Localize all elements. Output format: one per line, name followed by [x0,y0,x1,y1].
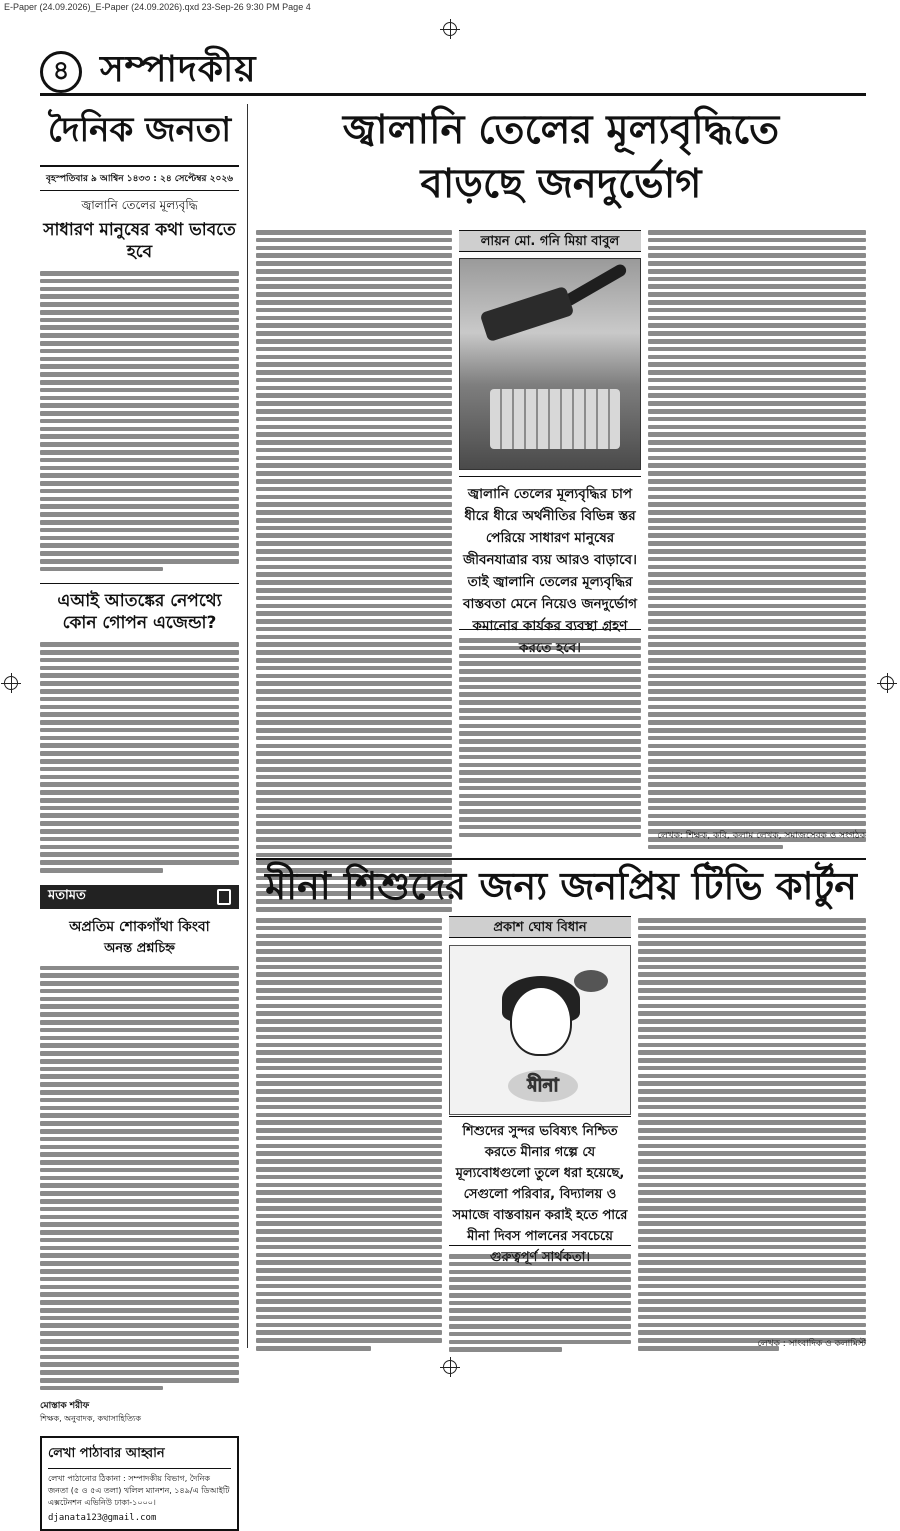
article2-signature: লেখক : সাংবাদিক ও কলামিস্ট [757,1339,866,1349]
page-masthead [40,47,866,96]
submission-address: লেখা পাঠানোর ঠিকানা : সম্পাদকীয় বিভাগ, দৈনিক জনতা (৫ ও ৫এ তলা) খলিল ম্যানশন, ১৪৯/এ ডিআইটি এক্সটেনশন এভিনিউ ঢাকা-১০০০। [48,1474,230,1508]
article2-column-1 [256,916,442,1353]
article2-column-2-lower [449,1252,631,1354]
article2-pull-quote: শিশুদের সুন্দর ভবিষ্যৎ নিশ্চিত করতে মীনার গল্পে যে মূল্যবোধগুলো তুলে ধরা হয়েছে, সেগুলো পরিবার, বিদ্যালয় ও সমাজে বাস্তবায়ন করাই হতে পারে মীনা দিবস পালনের সবচেয়ে [449,1116,631,1246]
letter-headline: অপ্রতিম শোকগাঁথা কিংবা [69,918,210,935]
opinion-banner [40,885,239,909]
hose-image [562,262,629,307]
article1-headline-line1: জ্বালানি তেলের মূল্যবৃদ্ধিতে [342,106,780,153]
newspaper-name: দৈনিক জনতা [40,104,239,167]
article1-headline-line2: বাড়ছে জনদুর্ভোগ [420,160,702,207]
article2-column-3 [638,916,866,1353]
submission-box [40,1436,239,1531]
left-column [40,104,248,1524]
registration-mark-icon [443,22,457,36]
page-number: ৪ [40,51,82,93]
registration-mark-icon [443,1360,457,1374]
article1-signature: লেখক: শিক্ষক, কবি, কলাম লেখক, সমাজসেবক ও সংগঠক [657,831,866,841]
article1-column-1 [256,228,452,914]
registration-mark-icon [4,676,18,690]
coins-image [490,389,620,449]
fuel-nozzle-icon [480,286,575,342]
editorial-headline: সাধারণ মানুষের কথা ভাবতে হবে [43,220,236,262]
note-icon [217,889,231,905]
meena-cartoon-image [449,945,631,1115]
cartoon-name: মীনা [508,1070,578,1102]
letter-author-role: শিক্ষক, অনুবাদক, কথাসাহিত্যিক [40,1414,141,1424]
article2-byline: প্রকাশ ঘোষ বিধান [449,916,631,938]
editorial-kicker: জ্বালানি তেলের মূল্যবৃদ্ধি [81,198,198,212]
section-title: সম্পাদকীয় [100,47,257,90]
editorial2-headline: এআই আতঙ্কের নেপথ্যে কোন গোপন এজেন্ডা? [40,583,239,634]
letter-subheadline: অনন্ত প্রশ্নচিহ্ন [104,940,175,956]
editorial2-body [40,640,239,874]
letter-body [40,964,239,1393]
article2-byline-box [449,916,631,938]
article1-column-3 [648,228,866,851]
submission-email[interactable]: djanata123@gmail.com [48,1513,157,1524]
face-shape [510,986,572,1056]
article1-column-2-lower [459,636,641,839]
opinion-label: মতামত [48,888,86,904]
article2-headline: মীনা শিশুদের জন্য জনপ্রিয় টিভি কার্টুন [256,858,866,910]
issue-date: বৃহস্পতিবার ৯ আশ্বিন ১৪৩৩ : ২৪ সেপ্টেম্বর ২০২৬ [40,167,239,191]
fuel-pump-photo [459,258,641,470]
article1-byline: লায়ন মো. গনি মিয়া বাবুল [459,230,641,252]
article1-pull-quote: জ্বালানি তেলের মূল্যবৃদ্ধির চাপ ধীরে ধীরে অর্থনীতির বিভিন্ন স্তর পেরিয়ে সাধারণ মানুষের জীবনযাত্রার ব্যয় আরও বাড়াবে। তাই জ্বালানি তেলের মূল্যবৃদ্ধির বাস্তবতা মেনে নিয়েও জনদুর্ভোগ কমানোর কার্যকর ব্যবস্থা গ্রহণ [459,476,641,630]
article1-byline-box [459,230,641,252]
submission-title: লেখা পাঠাবার আহ্বান [48,1444,231,1469]
editorial-body [40,269,239,573]
article1-headline [256,104,866,222]
registration-mark-icon [880,676,894,690]
parrot-icon [574,970,608,992]
file-info-bar: E-Paper (24.09.2026)_E-Paper (24.09.2026).qxd 23-Sep-26 9:30 PM Page 4 [4,2,311,12]
letter-author: মোস্তাক শরীফ [40,1401,90,1412]
